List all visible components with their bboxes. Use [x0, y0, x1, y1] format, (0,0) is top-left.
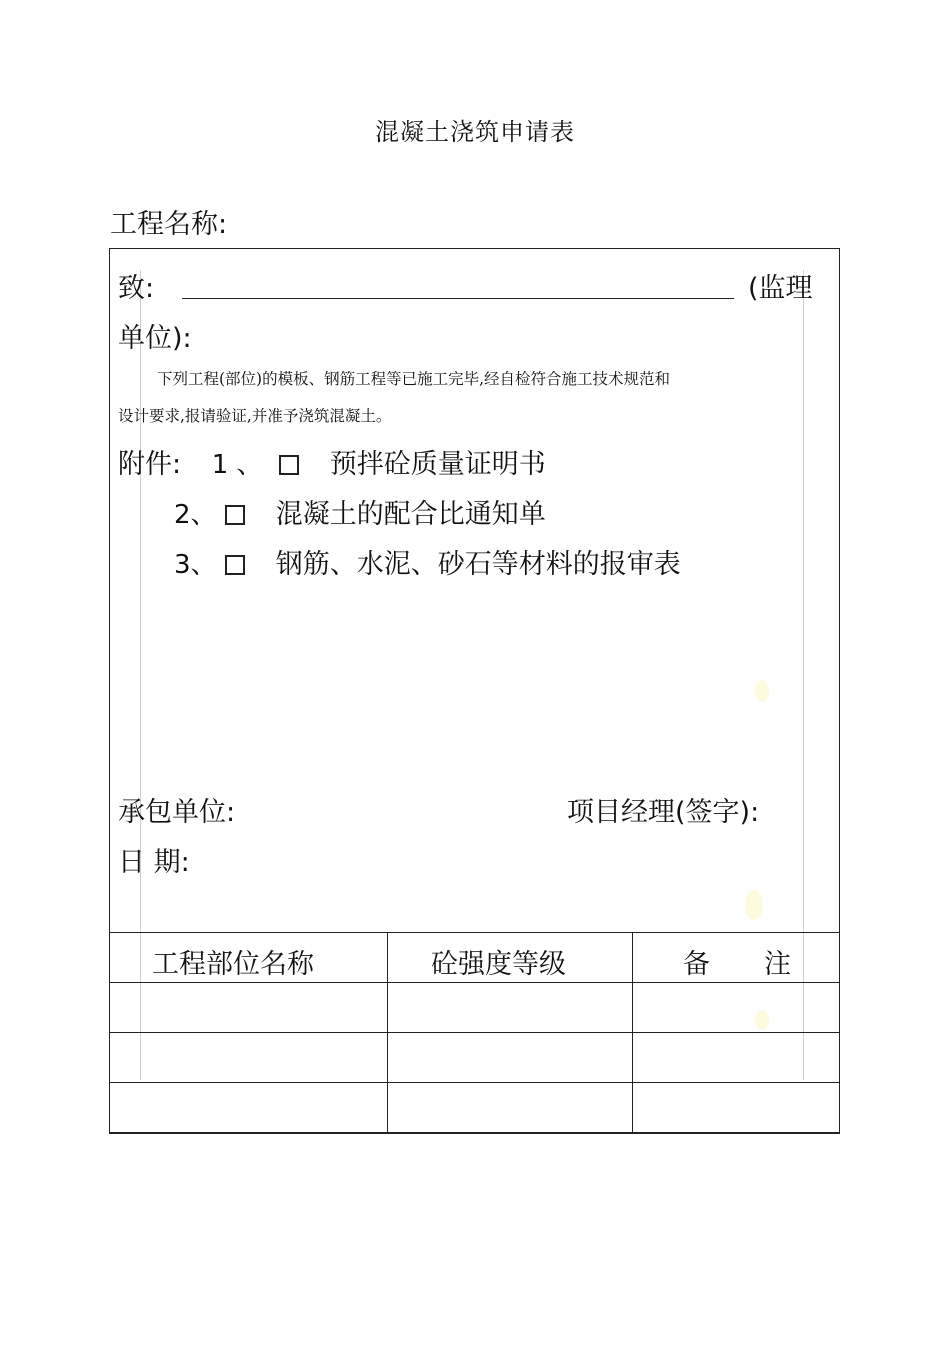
attachment-row-1 — [118, 442, 546, 481]
table-cell[interactable] — [110, 1033, 387, 1082]
attachment-text: 混凝土的配合比通知单 — [275, 499, 546, 530]
attachment-checkbox-3[interactable] — [225, 555, 245, 575]
table-cell[interactable] — [110, 1083, 387, 1132]
scan-stain — [755, 680, 769, 702]
request-text-line-2: 设计要求,报请验证,并准予浇筑混凝土。 — [118, 407, 392, 425]
attachment-checkbox-2[interactable] — [225, 505, 245, 525]
column-header-remarks: 备 注 — [683, 949, 791, 980]
table-rule — [839, 932, 840, 1133]
attachment-row-2 — [174, 492, 546, 531]
supervisor-label-continued: 单位): — [118, 323, 192, 354]
column-header-location: 工程部位名称 — [152, 949, 314, 980]
table-cell[interactable] — [388, 1033, 632, 1082]
to-label: 致: — [118, 273, 155, 304]
date-label: 日 期: — [118, 847, 190, 878]
attachment-number: 1 、 — [211, 450, 263, 480]
table-cell[interactable] — [633, 1033, 838, 1082]
document-title: 混凝土浇筑申请表 — [375, 118, 575, 146]
contractor-label: 承包单位: — [118, 797, 236, 828]
scan-stain — [745, 890, 763, 920]
table-cell[interactable] — [633, 1083, 838, 1132]
table-cell[interactable] — [388, 1083, 632, 1132]
attachment-row-3 — [174, 542, 681, 581]
attachment-text: 预拌砼质量证明书 — [329, 449, 546, 480]
supervisor-name-blank[interactable] — [182, 298, 734, 299]
attachment-checkbox-1[interactable] — [279, 455, 299, 475]
project-name-label: 工程名称: — [110, 209, 228, 240]
table-rule — [109, 1132, 840, 1133]
table-rule — [109, 932, 840, 933]
attachment-number: 2、 — [174, 500, 217, 530]
table-cell[interactable] — [388, 983, 632, 1032]
table-cell[interactable] — [110, 983, 387, 1032]
attachment-number: 3、 — [174, 550, 217, 580]
table-cell[interactable] — [633, 983, 838, 1032]
column-header-concrete-grade: 砼强度等级 — [431, 949, 566, 980]
attachment-text: 钢筋、水泥、砂石等材料的报审表 — [275, 549, 681, 580]
attachments-label: 附件: — [118, 449, 182, 480]
request-text-line-1: 下列工程(部位)的模板、钢筋工程等已施工完毕,经自检符合施工技术规范和 — [157, 370, 671, 388]
supervisor-label: (监理 — [748, 273, 813, 304]
project-manager-signature-label: 项目经理(签字): — [567, 797, 760, 828]
